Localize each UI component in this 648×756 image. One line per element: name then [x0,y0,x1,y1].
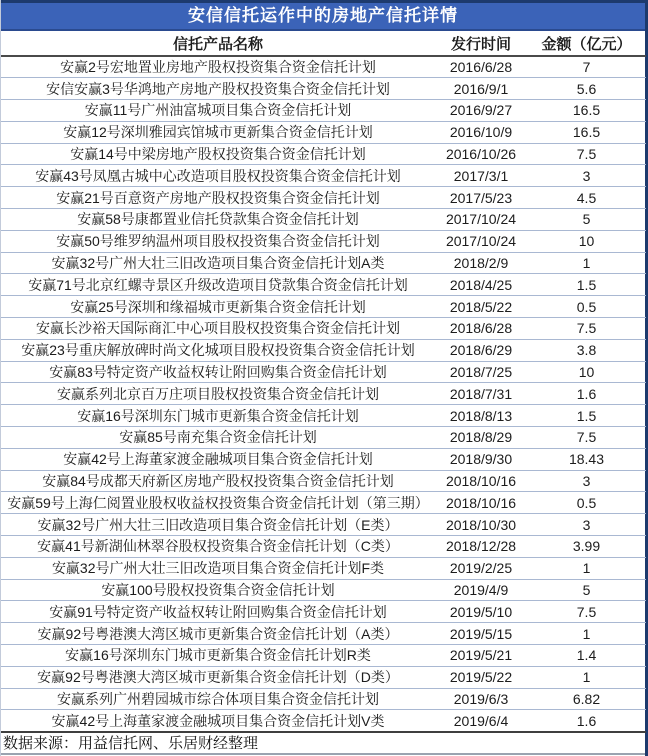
table-row [1,470,646,492]
table-row [1,165,646,187]
issue-date-cell: 2019/5/10 [435,601,527,623]
amount-cell: 3.99 [527,536,646,558]
amount-cell: 4.5 [527,187,646,209]
product-name-cell: 安赢系列北京百万庄项目股权投资集合资金信托计划 [1,383,435,405]
product-name-cell: 安信安赢3号华鸿地产房地产股权投资集合资金信托计划 [1,78,435,100]
issue-date-cell: 2017/10/24 [435,209,527,231]
issue-date-cell: 2018/10/16 [435,470,527,492]
table-row [1,143,646,165]
product-name-cell: 安赢14号中梁房地产股权投资集合资金信托计划 [1,143,435,165]
product-name-cell: 安赢42号上海董家渡金融城项目集合资金信托计划 [1,448,435,470]
issue-date-cell: 2019/5/15 [435,623,527,645]
table-row [1,514,646,536]
amount-cell: 3.8 [527,339,646,361]
amount-cell: 16.5 [527,100,646,122]
amount-cell: 16.5 [527,121,646,143]
page-title: 安信信托运作中的房地产信托详情 [1,0,645,31]
amount-cell: 10 [527,230,646,252]
table-row [1,383,646,405]
amount-cell: 7.5 [527,143,646,165]
data-source-note: 数据来源：用益信托网、乐居财经整理 [1,733,645,755]
table-row [1,688,646,710]
product-name-cell: 安赢100号股权投资集合资金信托计划 [1,579,435,601]
amount-cell: 5 [527,209,646,231]
amount-cell: 0.5 [527,296,646,318]
amount-cell: 1.6 [527,383,646,405]
product-name-cell: 安赢32号广州大壮三旧改造项目集合资金信托计划（E类） [1,514,435,536]
issue-date-cell: 2019/5/21 [435,645,527,667]
product-name-cell: 安赢71号北京红螺寺景区升级改造项目贷款集合资金信托计划 [1,274,435,296]
trust-products-table [1,31,646,733]
table-row [1,121,646,143]
amount-cell: 1 [527,623,646,645]
issue-date-cell: 2016/10/9 [435,121,527,143]
product-name-cell: 安赢43号凤凰古城中心改造项目股权投资集合资金信托计划 [1,165,435,187]
product-name-cell: 安赢23号重庆解放碑时尚文化城项目股权投资集合资金信托计划 [1,339,435,361]
table-row [1,623,646,645]
column-header-product-name: 信托产品名称 [1,31,435,56]
table-row [1,645,646,667]
product-name-cell: 安赢32号广州大壮三旧改造项目集合资金信托计划F类 [1,557,435,579]
column-header-issue-date: 发行时间 [435,31,527,56]
issue-date-cell: 2018/7/25 [435,361,527,383]
issue-date-cell: 2019/6/3 [435,688,527,710]
amount-cell: 1 [527,252,646,274]
amount-cell: 18.43 [527,448,646,470]
amount-cell: 7.5 [527,318,646,340]
amount-cell: 7.5 [527,601,646,623]
table-row [1,296,646,318]
table-row [1,557,646,579]
amount-cell: 3 [527,165,646,187]
table-row [1,78,646,100]
table-row [1,230,646,252]
issue-date-cell: 2018/12/28 [435,536,527,558]
product-name-cell: 安赢58号康都置业信托贷款集合资金信托计划 [1,209,435,231]
product-name-cell: 安赢85号南充集合资金信托计划 [1,427,435,449]
issue-date-cell: 2019/6/4 [435,710,527,732]
product-name-cell: 安赢59号上海仁阅置业股权收益权投资集合资金信托计划（第三期） [1,492,435,514]
amount-cell: 7 [527,56,646,78]
table-row [1,666,646,688]
table-row [1,710,646,732]
table-row [1,56,646,78]
table-row [1,405,646,427]
product-name-cell: 安赢16号深圳东门城市更新集合资金信托计划R类 [1,645,435,667]
product-name-cell: 安赢50号维罗纳温州项目股权投资集合资金信托计划 [1,230,435,252]
amount-cell: 6.82 [527,688,646,710]
table-row [1,187,646,209]
issue-date-cell: 2019/5/22 [435,666,527,688]
amount-cell: 1.5 [527,274,646,296]
table-row [1,492,646,514]
table-header-row [1,31,646,56]
issue-date-cell: 2016/9/1 [435,78,527,100]
product-name-cell: 安赢84号成都天府新区房地产股权投资集合资金信托计划 [1,470,435,492]
amount-cell: 1 [527,557,646,579]
issue-date-cell: 2017/3/1 [435,165,527,187]
issue-date-cell: 2016/6/28 [435,56,527,78]
issue-date-cell: 2018/2/9 [435,252,527,274]
table-row [1,536,646,558]
product-name-cell: 安赢92号粤港澳大湾区城市更新集合资金信托计划（D类） [1,666,435,688]
product-name-cell: 安赢92号粤港澳大湾区城市更新集合资金信托计划（A类） [1,623,435,645]
issue-date-cell: 2018/5/22 [435,296,527,318]
issue-date-cell: 2018/9/30 [435,448,527,470]
table-row [1,252,646,274]
issue-date-cell: 2018/7/31 [435,383,527,405]
issue-date-cell: 2016/9/27 [435,100,527,122]
product-name-cell: 安赢42号上海董家渡金融城项目集合资金信托计划V类 [1,710,435,732]
table-row [1,274,646,296]
table-row [1,427,646,449]
issue-date-cell: 2018/8/13 [435,405,527,427]
amount-cell: 10 [527,361,646,383]
table-row [1,601,646,623]
product-name-cell: 安赢系列广州碧园城市综合体项目集合资金信托计划 [1,688,435,710]
product-name-cell: 安赢83号特定资产收益权转让附回购集合资金信托计划 [1,361,435,383]
issue-date-cell: 2016/10/26 [435,143,527,165]
product-name-cell: 安赢21号百意资产房地产股权投资集合资金信托计划 [1,187,435,209]
amount-cell: 0.5 [527,492,646,514]
product-name-cell: 安赢41号新湖仙林翠谷股权投资集合资金信托计划（C类） [1,536,435,558]
issue-date-cell: 2018/10/16 [435,492,527,514]
issue-date-cell: 2018/8/29 [435,427,527,449]
amount-cell: 5 [527,579,646,601]
amount-cell: 7.5 [527,427,646,449]
product-name-cell: 安赢16号深圳东门城市更新集合资金信托计划 [1,405,435,427]
amount-cell: 3 [527,514,646,536]
product-name-cell: 安赢25号深圳和缘福城市更新集合资金信托计划 [1,296,435,318]
amount-cell: 1.6 [527,710,646,732]
amount-cell: 3 [527,470,646,492]
product-name-cell: 安赢91号特定资产收益权转让附回购集合资金信托计划 [1,601,435,623]
table-row [1,209,646,231]
product-name-cell: 安赢长沙裕天国际商汇中心项目股权投资集合资金信托计划 [1,318,435,340]
table-body [1,56,646,732]
amount-cell: 1.4 [527,645,646,667]
issue-date-cell: 2018/4/25 [435,274,527,296]
product-name-cell: 安赢12号深圳雅园宾馆城市更新集合资金信托计划 [1,121,435,143]
table-row [1,318,646,340]
issue-date-cell: 2019/4/9 [435,579,527,601]
product-name-cell: 安赢11号广州油富城项目集合资金信托计划 [1,100,435,122]
table-row [1,448,646,470]
issue-date-cell: 2018/10/30 [435,514,527,536]
table-row [1,361,646,383]
table-row [1,579,646,601]
issue-date-cell: 2019/2/25 [435,557,527,579]
table-row [1,339,646,361]
column-header-amount: 金额（亿元） [527,31,646,56]
amount-cell: 1 [527,666,646,688]
issue-date-cell: 2018/6/28 [435,318,527,340]
table-row [1,100,646,122]
amount-cell: 1.5 [527,405,646,427]
issue-date-cell: 2017/10/24 [435,230,527,252]
amount-cell: 5.6 [527,78,646,100]
issue-date-cell: 2018/6/29 [435,339,527,361]
product-name-cell: 安赢32号广州大壮三旧改造项目集合资金信托计划A类 [1,252,435,274]
product-name-cell: 安赢2号宏地置业房地产股权投资集合资金信托计划 [1,56,435,78]
issue-date-cell: 2017/5/23 [435,187,527,209]
